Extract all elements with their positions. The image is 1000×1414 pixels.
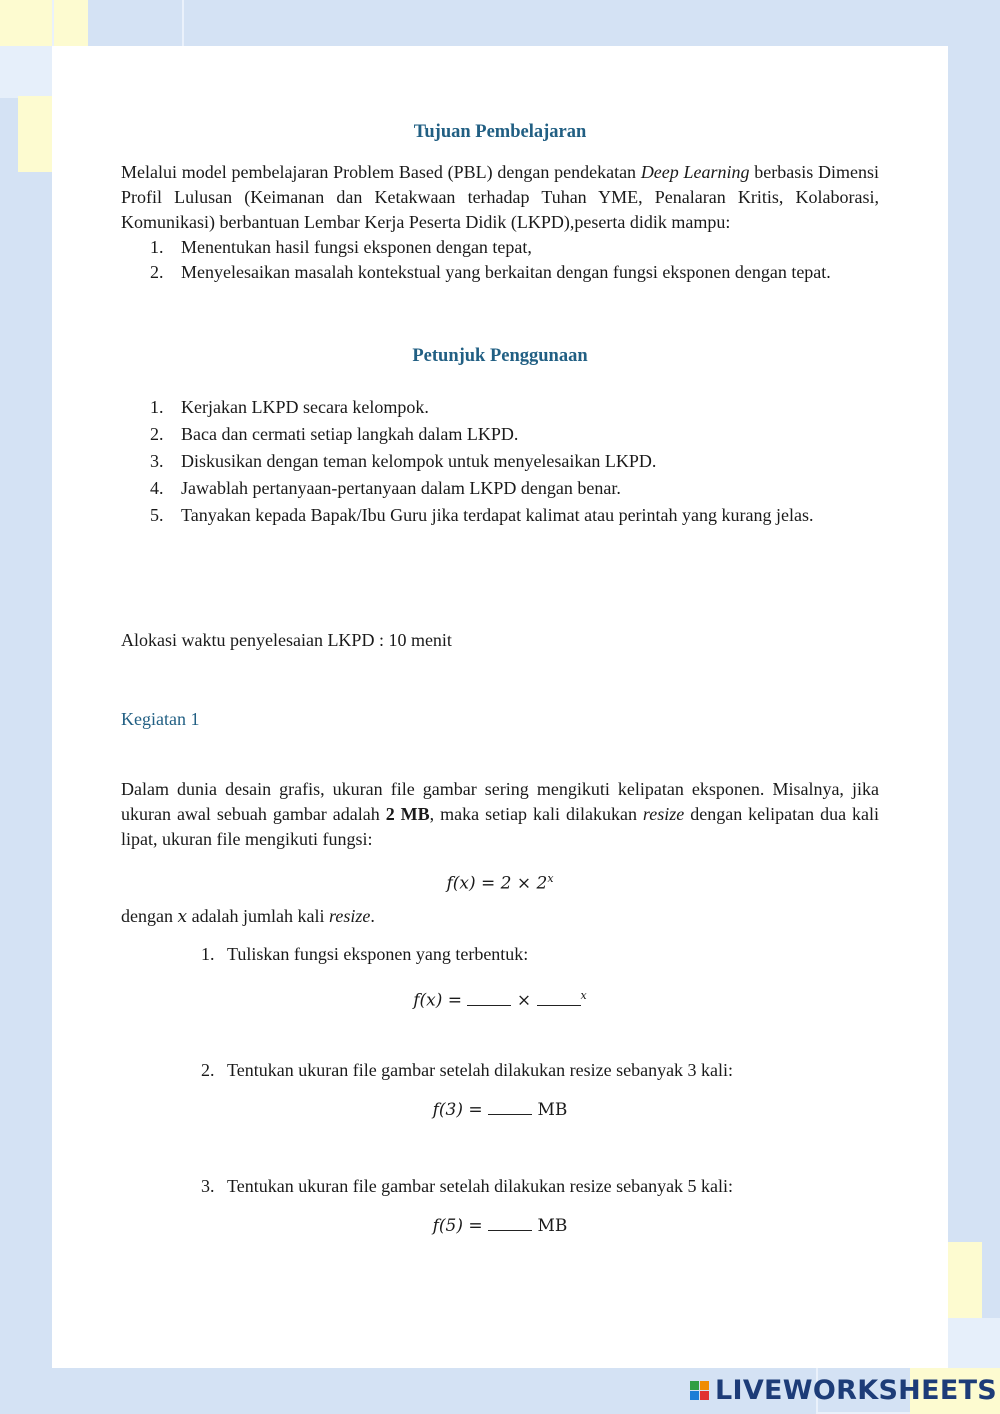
task-number: 1.	[201, 944, 215, 964]
kegiatan-bold: 2 MB	[385, 804, 430, 824]
note-emphasis: resize	[329, 906, 371, 926]
list-item	[121, 475, 879, 502]
list-text: Jawablah pertanyaan-pertanyaan dalam LKPD dengan benar.	[181, 478, 621, 498]
formula-exponent: x	[580, 989, 587, 1002]
tujuan-list	[121, 235, 879, 285]
liveworksheets-brand[interactable]	[690, 1372, 998, 1408]
answer-blank[interactable]	[467, 991, 511, 1006]
tujuan-heading: Tujuan Pembelajaran	[413, 122, 587, 142]
list-number: 2.	[150, 424, 164, 444]
list-item	[121, 448, 879, 475]
petunjuk-heading: Petunjuk Penggunaan	[412, 346, 588, 366]
logo-square	[690, 1381, 699, 1390]
formula-operator: ×	[516, 990, 532, 1011]
note-text: dengan	[121, 906, 178, 926]
list-number: 3.	[150, 451, 164, 471]
list-text: Tanyakan kepada Bapak/Ibu Guru jika terdapat kalimat atau perintah yang kurang jelas.	[181, 505, 814, 525]
brand-name: LIVEWORKSHEETS	[715, 1374, 998, 1406]
kegiatan-text: , maka setiap kali dilakukan	[429, 804, 643, 824]
task-formula	[121, 1214, 879, 1239]
logo-square	[690, 1391, 699, 1400]
list-number: 1.	[150, 237, 164, 257]
list-number: 4.	[150, 478, 164, 498]
formula-text: f(5) =	[432, 1216, 483, 1236]
task-number: 3.	[201, 1176, 215, 1196]
kegiatan-title: Kegiatan 1	[121, 709, 200, 729]
formula-text: f(3) =	[432, 1100, 483, 1120]
task-text: Tuliskan fungsi eksponen yang terbentuk:	[227, 944, 529, 964]
list-text: Menentukan hasil fungsi eksponen dengan tepat,	[181, 237, 532, 257]
variable-note	[121, 904, 879, 930]
list-item	[121, 394, 879, 421]
task-formula	[121, 983, 879, 1014]
list-number: 2.	[150, 262, 164, 282]
list-item	[121, 260, 879, 285]
formula-unit: MB	[537, 1216, 568, 1236]
task-item	[201, 942, 879, 967]
tujuan-intro-text: berbasis Dimensi Profil Lulusan (Keimanan dan Ketakwaan terhadap Tuhan YME, Penalaran Kritis, Kolaborasi, Komunikasi) berbantuan Lembar Kerja Peserta Didik (LKPD),peserta didik mampu:	[121, 162, 880, 232]
task-formula	[121, 1098, 879, 1123]
kegiatan-emphasis: resize	[642, 804, 685, 824]
formula-text: f(x) = 2 × 2	[446, 873, 548, 894]
task-item	[201, 1174, 879, 1199]
kegiatan-text: dengan kelipatan dua kali lipat, ukuran file mengikuti fungsi:	[121, 804, 880, 849]
kegiatan-text: Dalam dunia desain grafis, ukuran file gambar sering mengikuti kelipatan eksponen. Misalnya, jika ukuran awal sebuah gambar adalah	[121, 779, 879, 824]
logo-square	[700, 1381, 709, 1390]
liveworksheets-logo-icon	[690, 1381, 709, 1400]
list-number: 5.	[150, 505, 164, 525]
note-text: adalah jumlah kali	[187, 906, 330, 926]
list-text: Diskusikan dengan teman kelompok untuk menyelesaikan LKPD.	[181, 451, 657, 471]
list-number: 1.	[150, 397, 164, 417]
tujuan-intro-text: Melalui model pembelajaran Problem Based (PBL) dengan pendekatan	[121, 162, 641, 182]
formula-unit: MB	[537, 1100, 568, 1120]
main-formula	[121, 866, 879, 897]
alokasi-waktu: Alokasi waktu penyelesaian LKPD : 10 menit	[121, 630, 452, 650]
kegiatan-paragraph	[121, 777, 879, 852]
note-variable: x	[177, 907, 188, 927]
list-item	[121, 235, 879, 260]
list-text: Menyelesaikan masalah kontekstual yang berkaitan dengan fungsi eksponen dengan tepat.	[181, 262, 831, 282]
answer-blank[interactable]	[488, 1216, 532, 1231]
answer-blank[interactable]	[537, 991, 581, 1006]
list-item	[121, 502, 879, 529]
tujuan-intro	[121, 160, 879, 235]
task-text: Tentukan ukuran file gambar setelah dilakukan resize sebanyak 5 kali:	[227, 1176, 734, 1196]
answer-blank[interactable]	[488, 1100, 532, 1115]
logo-square	[700, 1391, 709, 1400]
task-number: 2.	[201, 1060, 215, 1080]
list-text: Kerjakan LKPD secara kelompok.	[181, 397, 429, 417]
tujuan-intro-emphasis: Deep Learning	[640, 162, 750, 182]
list-item	[121, 421, 879, 448]
worksheet-page	[52, 46, 948, 1368]
task-text: Tentukan ukuran file gambar setelah dilakukan resize sebanyak 3 kali:	[227, 1060, 734, 1080]
formula-text: f(x) =	[413, 990, 463, 1011]
task-item	[201, 1058, 879, 1083]
petunjuk-list	[121, 394, 879, 529]
note-text: .	[370, 906, 375, 926]
tujuan-section	[121, 160, 879, 285]
formula-exponent: x	[547, 872, 554, 885]
list-text: Baca dan cermati setiap langkah dalam LKPD.	[181, 424, 519, 444]
